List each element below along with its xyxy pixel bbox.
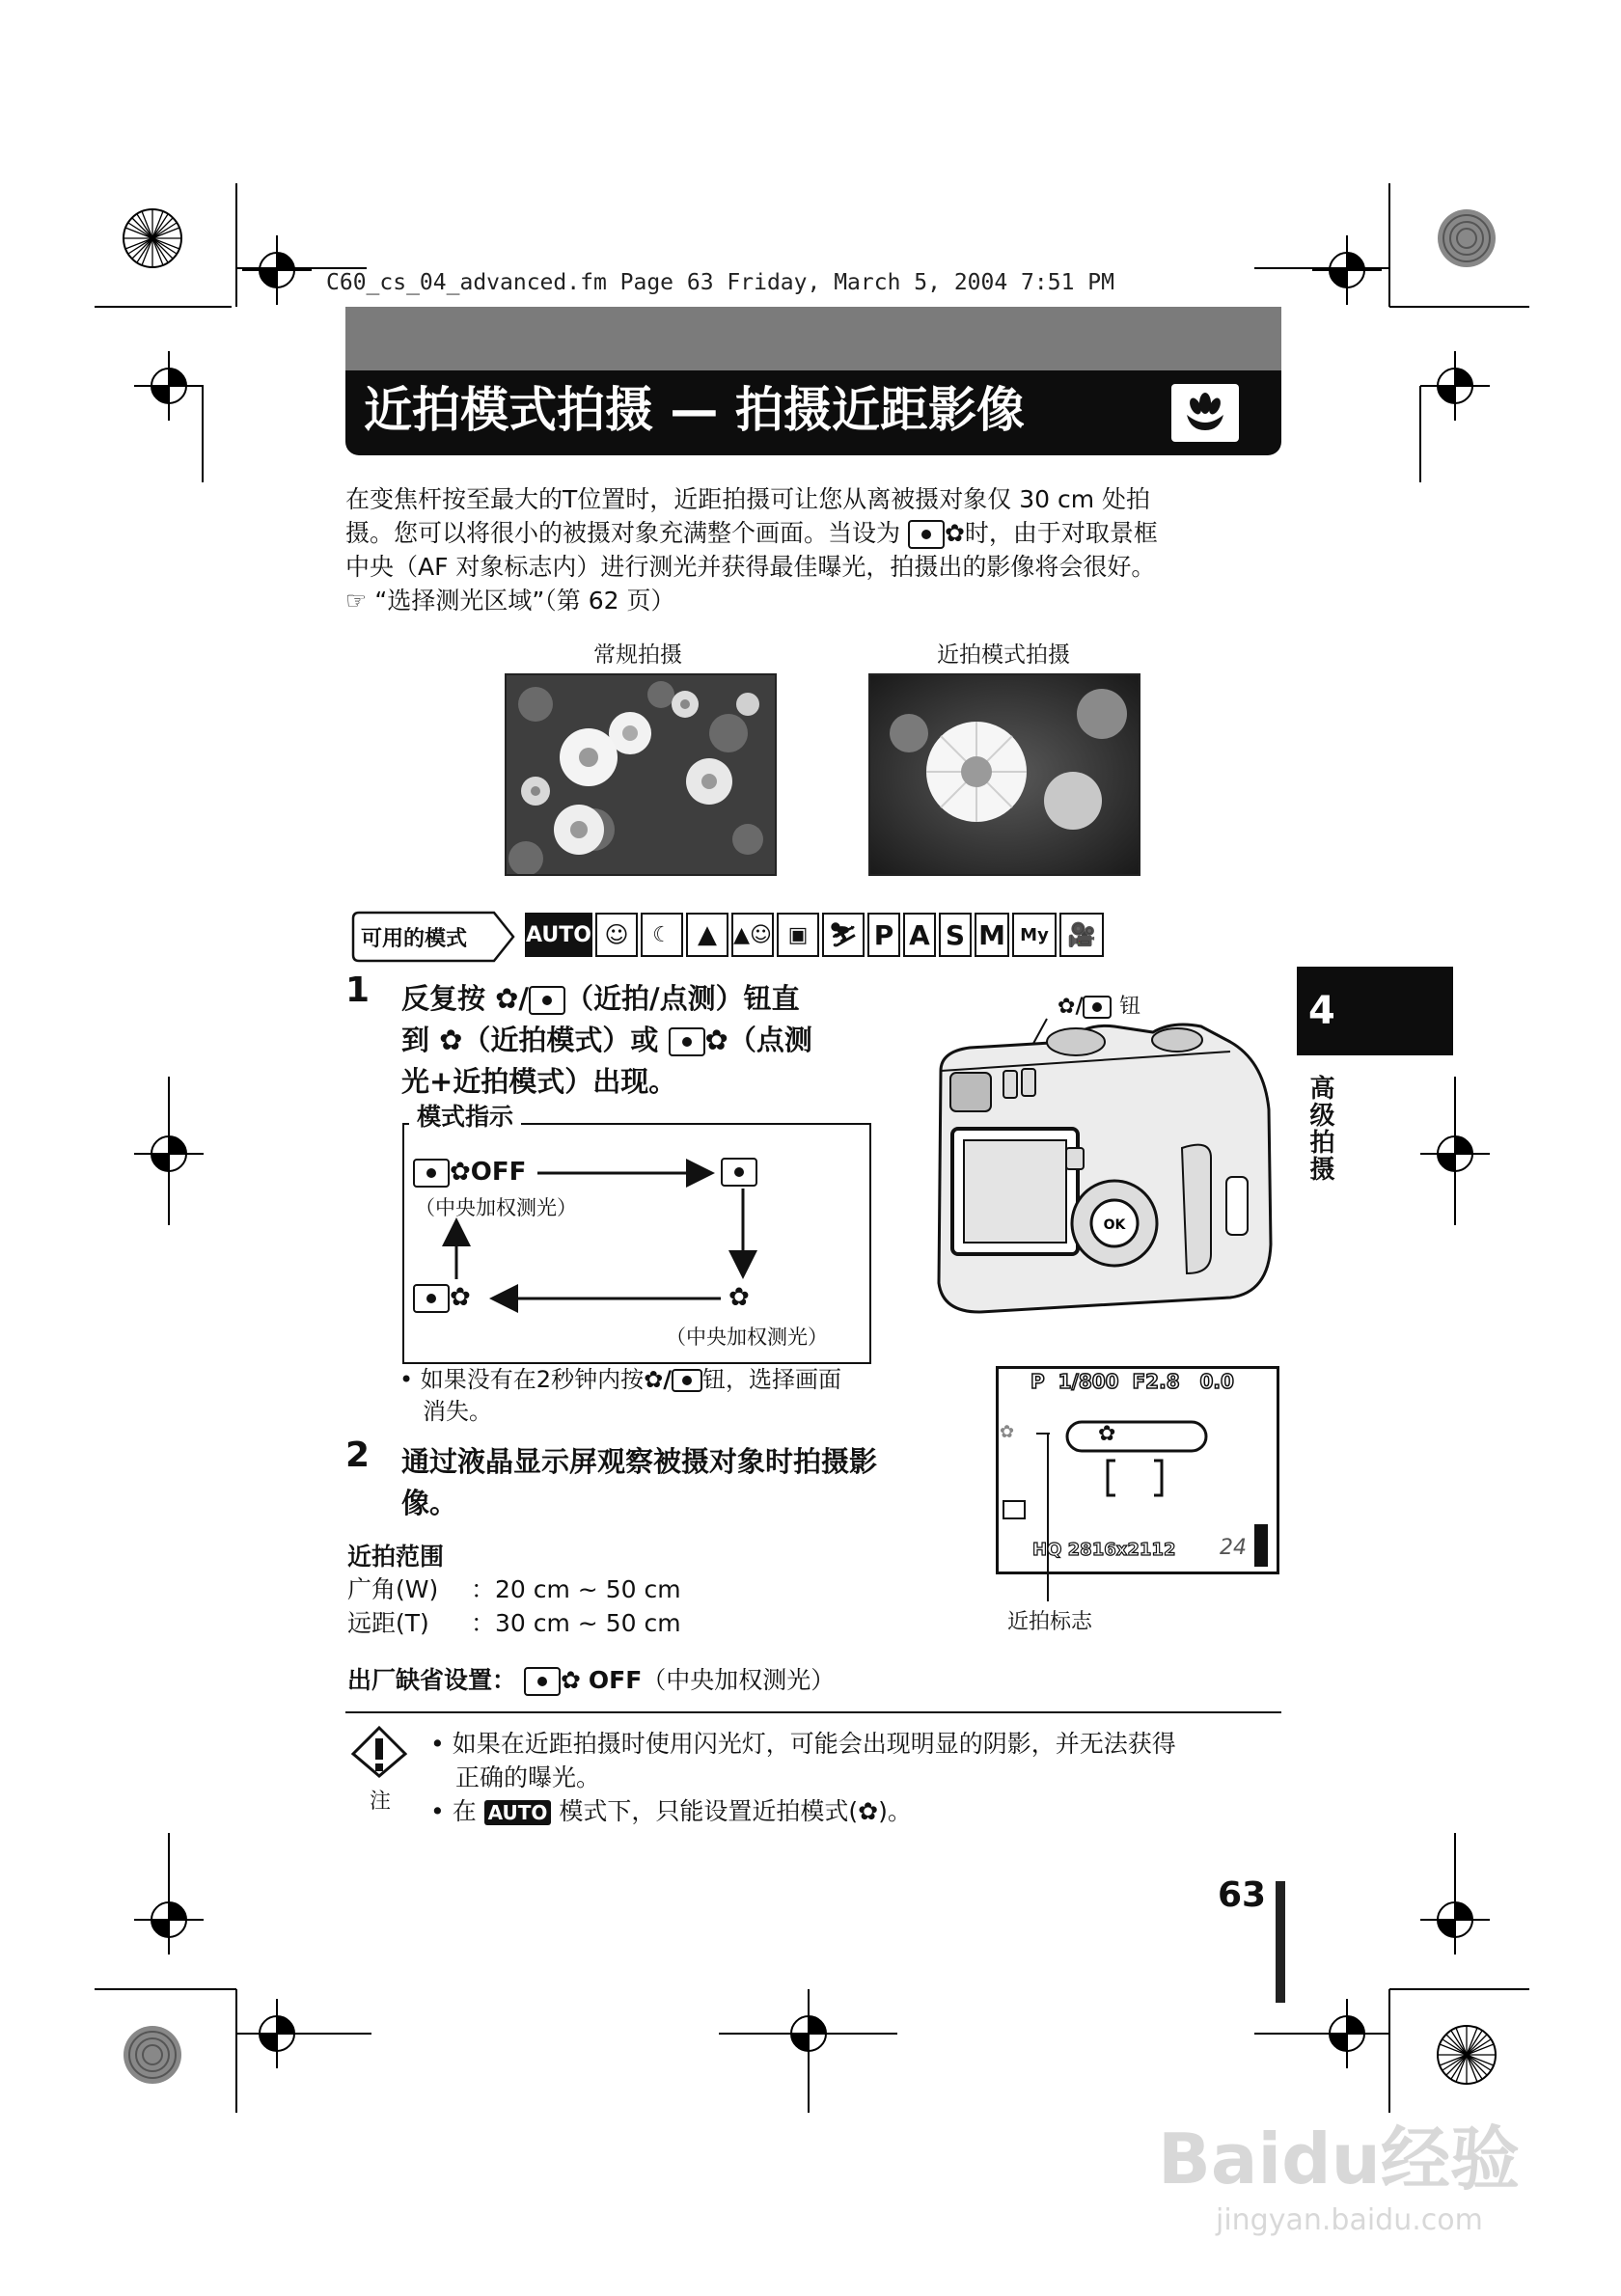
macro-icon: ✿ bbox=[704, 1024, 728, 1056]
macro-photo-label: 近拍模式拍摄 bbox=[937, 642, 1070, 668]
diagram-center-weighted-2: （中央加权测光） bbox=[666, 1326, 828, 1349]
macro-icon: ✿ bbox=[439, 1024, 463, 1056]
lcd-caption: 近拍标志 bbox=[1007, 1610, 1093, 1634]
step-1-line-2 bbox=[401, 1020, 903, 1061]
step-1-l2c: （点测 bbox=[728, 1024, 812, 1056]
intro-line-3: 中央（AF 对象标志内）进行测光并获得最佳曝光，拍摄出的影像将会很好。 bbox=[345, 553, 1156, 581]
macro-icon: ✿ bbox=[728, 1283, 750, 1312]
normal-photo-label: 常规拍摄 bbox=[593, 642, 682, 668]
lcd-aperture: F2.8 bbox=[1132, 1370, 1180, 1393]
step-1-bullet-line-1: • 如果没有在2秒钟内按✿/ 钮，选择画面 bbox=[399, 1366, 841, 1393]
macro-icon: ✿ bbox=[450, 1158, 471, 1187]
macro-icon: ✿ bbox=[644, 1366, 664, 1393]
note-caption: 注 bbox=[370, 1790, 392, 1814]
macro-icon: ✿ bbox=[944, 519, 965, 547]
mode-auto: AUTO bbox=[525, 913, 592, 957]
note-b1-l1: 如果在近距拍摄时使用闪光灯，可能会出现明显的阴影，并无法获得 bbox=[452, 1730, 1176, 1758]
watermark-brand: Baidu经验 bbox=[1158, 2118, 1520, 2200]
camera-button-callout: ✿/ 钮 bbox=[1058, 995, 1141, 1019]
lcd-frame-count: 24 bbox=[1220, 1536, 1247, 1560]
mode-a: A bbox=[903, 913, 936, 957]
lcd-graphics bbox=[1000, 1418, 1274, 1601]
note-divider bbox=[345, 1711, 1281, 1713]
step-1-l2a: 到 bbox=[401, 1024, 440, 1056]
range-title: 近拍范围 bbox=[347, 1543, 445, 1571]
default-suffix: （中央加权测光） bbox=[642, 1666, 836, 1694]
macro-flower-icon bbox=[1171, 384, 1239, 442]
note-b2-b: 模式下，只能设置近拍模式( bbox=[551, 1797, 859, 1825]
intro-line-1: 在变焦杆按至最大的T位置时，近距拍摄可让您从离被摄对象仅 30 cm 处拍 bbox=[345, 485, 1151, 513]
watermark-url: jingyan.baidu.com bbox=[1216, 2203, 1483, 2237]
step-2-line-2: 像。 bbox=[401, 1487, 458, 1519]
spot-meter-icon bbox=[529, 986, 565, 1015]
macro-icon: ✿ bbox=[858, 1797, 879, 1825]
mode-p: P bbox=[867, 913, 900, 957]
auto-badge: AUTO bbox=[484, 1800, 552, 1825]
range-tele-value: ：30 cm ~ 50 cm bbox=[471, 1609, 681, 1637]
range-wide-row bbox=[347, 1572, 681, 1606]
normal-photo bbox=[505, 673, 777, 876]
step-1-bullet bbox=[399, 1364, 959, 1428]
page-bar bbox=[1276, 1881, 1285, 2003]
spot-meter-icon bbox=[672, 1369, 702, 1392]
landscape-icon: ▲ bbox=[686, 913, 728, 957]
bullet-text-a: 如果没有在2秒钟内按 bbox=[420, 1366, 645, 1393]
step-1-l1a: 反复按 bbox=[401, 982, 496, 1015]
chapter-title: 高级拍摄 bbox=[1305, 1075, 1334, 1183]
sports-icon: ⛷ bbox=[822, 913, 865, 957]
step-1-text bbox=[401, 978, 903, 1103]
range-tele-label: 远距(T) bbox=[347, 1609, 429, 1637]
movie-icon: 🎥 bbox=[1059, 913, 1104, 957]
lcd-bottom-row bbox=[1032, 1540, 1175, 1560]
step-1-line-1: 反复按 ✿/ （近拍/点测）钮直 bbox=[401, 982, 800, 1015]
lcd-quality: HQ bbox=[1032, 1540, 1062, 1560]
warning-icon bbox=[349, 1725, 409, 1779]
diagram-off-text: OFF bbox=[470, 1158, 527, 1187]
lcd-shutter: 1/800 bbox=[1058, 1370, 1119, 1393]
chapter-tab: 4 bbox=[1297, 967, 1453, 1055]
range-tele-row bbox=[347, 1606, 681, 1640]
step-2-line-1: 通过液晶显示屏观察被摄对象时拍摄影 bbox=[401, 1445, 878, 1478]
default-value: OFF bbox=[588, 1666, 643, 1694]
intro-ref bbox=[345, 584, 1291, 617]
spot-meter-icon bbox=[524, 1667, 561, 1696]
step-2-text bbox=[401, 1441, 942, 1524]
intro-line-2a: 摄。您可以将很小的被摄对象充满整个画面。当设为 bbox=[345, 519, 908, 547]
mode-my: My bbox=[1012, 913, 1057, 957]
mode-indicator-label: 模式指示 bbox=[409, 1098, 521, 1133]
step-1-l1b: （近拍/点测）钮直 bbox=[565, 982, 800, 1015]
intro-line-2b: 时，由于对取景框 bbox=[964, 519, 1158, 547]
reference-icon: ☞ bbox=[345, 587, 368, 615]
file-header: C60_cs_04_advanced.fm Page 63 Friday, March 5, 2004 7:51 PM bbox=[326, 270, 1114, 295]
camera-button-label: 钮 bbox=[1119, 995, 1141, 1019]
night-portrait-icon: ☾ bbox=[641, 913, 683, 957]
note-text bbox=[430, 1727, 1289, 1830]
step-1-number: 1 bbox=[345, 970, 371, 1010]
step-2-number: 2 bbox=[345, 1435, 371, 1475]
mode-strip bbox=[525, 913, 1107, 959]
landscape-scene-icon: ▣ bbox=[777, 913, 819, 957]
svg-text:OK: OK bbox=[1103, 1217, 1126, 1233]
note-b2-c: )。 bbox=[878, 1797, 912, 1825]
default-setting bbox=[347, 1661, 835, 1696]
note-bullet-2: • 在 AUTO 模式下，只能设置近拍模式(✿)。 bbox=[430, 1797, 912, 1825]
macro-icon: ✿ bbox=[495, 982, 519, 1015]
available-modes-label: 可用的模式 bbox=[361, 927, 468, 951]
page-title: 近拍模式拍摄 — 拍摄近距影像 bbox=[364, 382, 1025, 438]
diagram-center-weighted-1: （中央加权测光） bbox=[415, 1196, 577, 1219]
note-bullet-1-line-2: 正确的曝光。 bbox=[455, 1763, 601, 1791]
lcd-macro-indicator-icon: ✿ bbox=[1000, 1422, 1015, 1442]
diagram-arrows bbox=[402, 1123, 871, 1364]
range-wide-label: 广角(W) bbox=[347, 1575, 439, 1603]
note-bullet-1-line-1: • 如果在近距拍摄时使用闪光灯，可能会出现明显的阴影，并无法获得 bbox=[430, 1730, 1176, 1758]
macro-photo bbox=[868, 673, 1140, 876]
camera-illustration bbox=[921, 1003, 1278, 1331]
step-1-bullet-line-2: 消失。 bbox=[423, 1398, 492, 1425]
spot-meter-icon bbox=[669, 1027, 705, 1056]
intro-line-2 bbox=[345, 516, 1291, 550]
baidu-watermark bbox=[1158, 2103, 1544, 2248]
portrait-icon: ☺ bbox=[595, 913, 638, 957]
spot-meter-icon bbox=[908, 520, 945, 549]
lcd-resolution: 2816x2112 bbox=[1067, 1540, 1176, 1560]
macro-icon: ✿ bbox=[560, 1666, 581, 1694]
lcd-ev: 0.0 bbox=[1199, 1370, 1234, 1393]
range-table bbox=[347, 1572, 681, 1640]
page-number: 63 bbox=[1218, 1875, 1267, 1915]
intro-paragraph bbox=[345, 482, 1291, 617]
range-wide-value: ：20 cm ~ 50 cm bbox=[471, 1575, 681, 1603]
lcd-mode: P bbox=[1030, 1370, 1045, 1393]
note-b2-a: 在 bbox=[452, 1797, 484, 1825]
bullet-text-b: 钮，选择画面 bbox=[701, 1366, 841, 1393]
mode-s: S bbox=[939, 913, 972, 957]
default-label: 出厂缺省设置： bbox=[347, 1666, 517, 1694]
reference-link[interactable]: “选择测光区域”（第 62 页） bbox=[374, 587, 675, 615]
title-band bbox=[345, 307, 1281, 370]
mode-m: M bbox=[975, 913, 1009, 957]
macro-icon: ✿ bbox=[1058, 995, 1076, 1019]
lcd-macro-icon: ✿ bbox=[1098, 1422, 1116, 1446]
step-1-line-3: 光+近拍模式）出现。 bbox=[401, 1065, 677, 1098]
macro-icon: ✿ bbox=[450, 1283, 471, 1312]
lcd-status-row bbox=[1030, 1370, 1234, 1393]
landscape-portrait-icon: ▲☺ bbox=[731, 913, 774, 957]
step-1-l2b: （近拍模式）或 bbox=[462, 1024, 669, 1056]
